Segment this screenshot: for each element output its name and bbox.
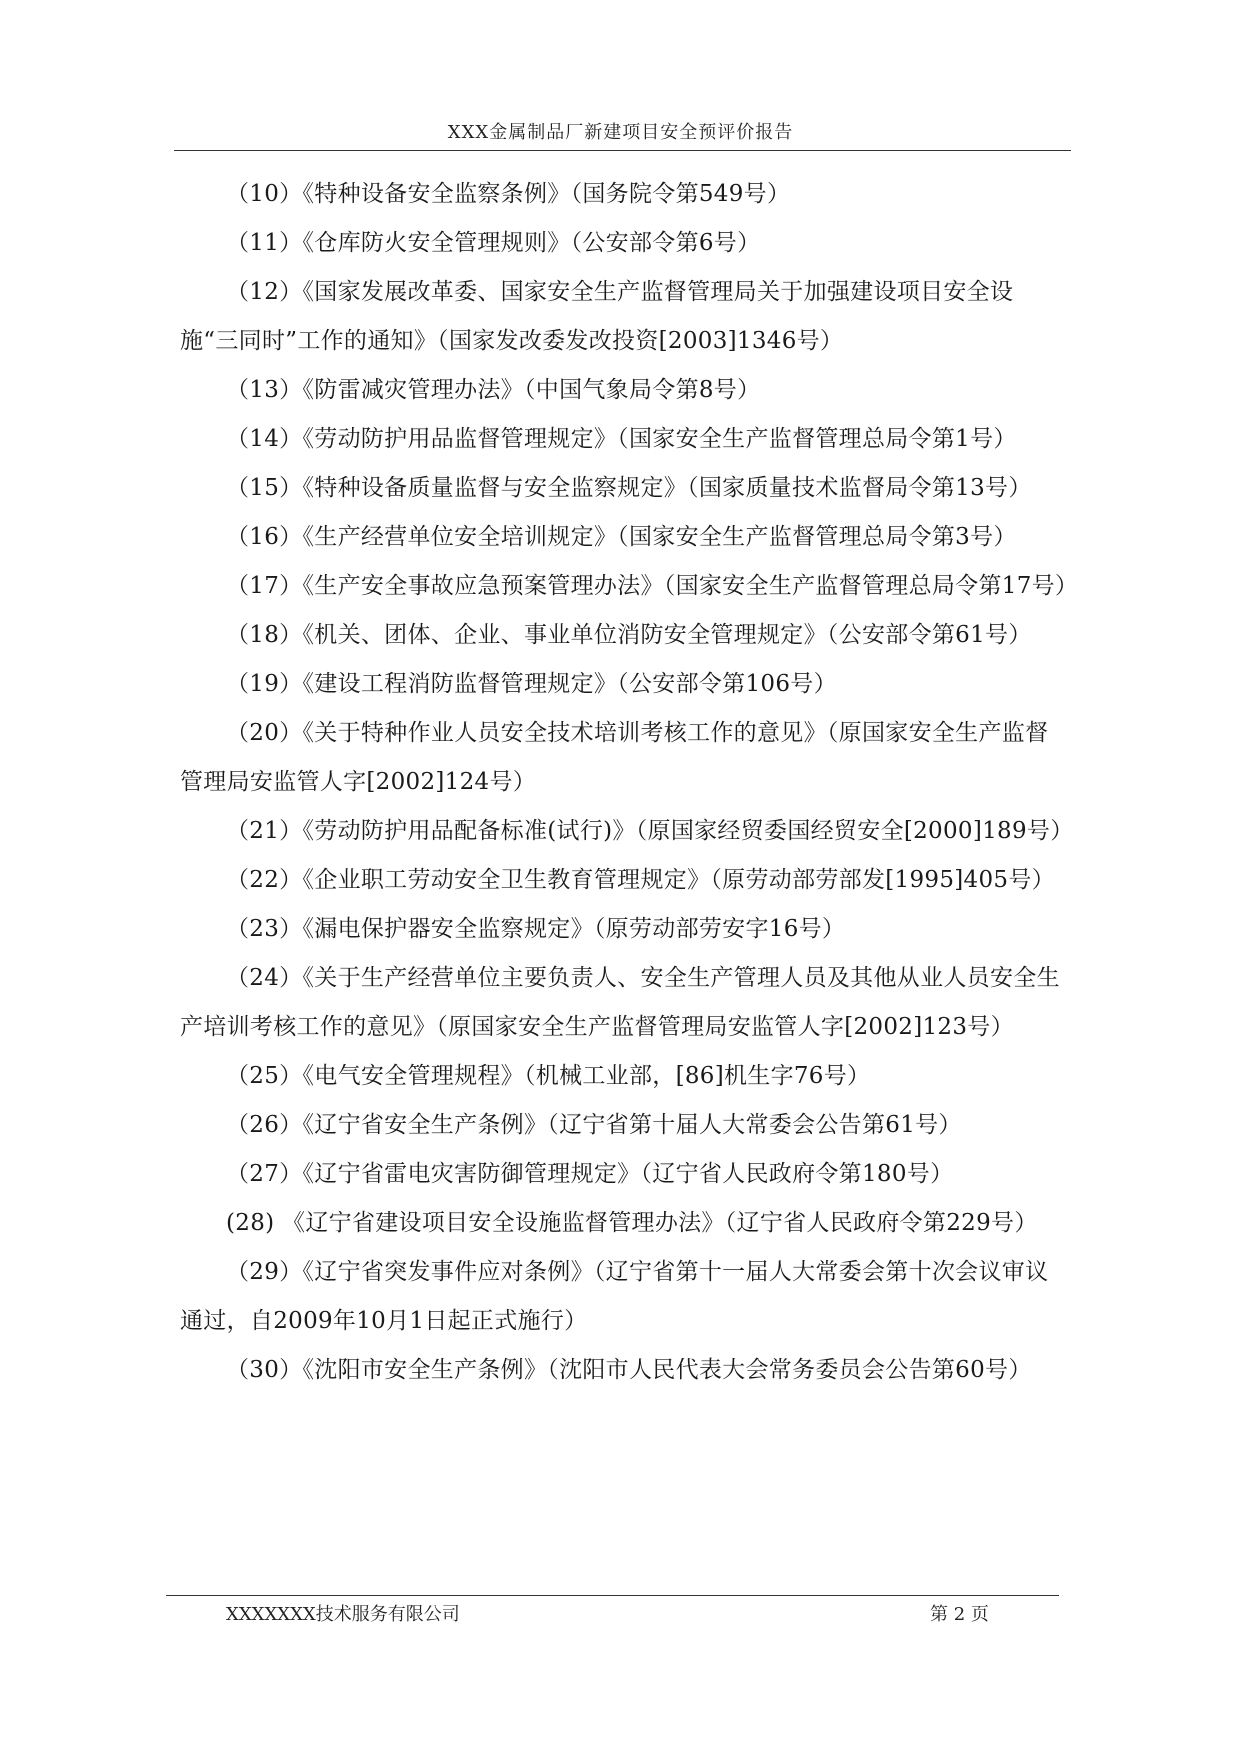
page-header-title: XXX金属制品厂新建项目安全预评价报告 (447, 122, 794, 143)
regulation-item-10: （10）《特种设备安全监察条例》（国务院令第549号） (226, 181, 791, 207)
header-divider (174, 150, 1071, 151)
regulation-item-18: （18）《机关、团体、企业、事业单位消防安全管理规定》（公安部令第61号） (226, 622, 1032, 648)
regulation-item-28: (28) 《辽宁省建设项目安全设施监督管理办法》（辽宁省人民政府令第229号） (226, 1210, 1038, 1236)
regulation-item-12: （12）《国家发展改革委、国家安全生产监督管理局关于加强建设项目安全设施“三同时”工作的通知》（国家发改委发改投资[2003]1346号） (180, 279, 1014, 354)
regulation-item-22: （22）《企业职工劳动安全卫生教育管理规定》（原劳动部劳部发[1995]405号） (226, 867, 1055, 893)
footer-page-number: 第 2 页 (930, 1604, 989, 1625)
footer-divider (166, 1595, 1059, 1596)
regulation-item-19: （19）《建设工程消防监督管理规定》（公安部令第106号） (226, 671, 837, 697)
regulation-item-27: （27）《辽宁省雷电灾害防御管理规定》（辽宁省人民政府令第180号） (226, 1161, 954, 1187)
regulation-list (180, 170, 1079, 1395)
regulation-item-29: （29）《辽宁省突发事件应对条例》（辽宁省第十一届人大常委会第十次会议审议通过，自2009年10月1日起正式施行） (180, 1259, 1049, 1334)
regulation-item-15: （15）《特种设备质量监督与安全监察规定》（国家质量技术监督局令第13号） (226, 475, 1032, 501)
regulation-item-11: （11）《仓库防火安全管理规则》（公安部令第6号） (226, 230, 761, 256)
footer-company-name: XXXXXXX技术服务有限公司 (226, 1604, 460, 1625)
regulation-item-21: （21）《劳动防护用品配备标准(试行)》（原国家经贸委国经贸安全[2000]189号） (226, 818, 1074, 844)
regulation-item-30: （30）《沈阳市安全生产条例》（沈阳市人民代表大会常务委员会公告第60号） (226, 1357, 1032, 1383)
regulation-item-14: （14）《劳动防护用品监督管理规定》（国家安全生产监督管理总局令第1号） (226, 426, 1017, 452)
regulation-item-23: （23）《漏电保护器安全监察规定》（原劳动部劳安字16号） (226, 916, 846, 942)
regulation-item-24: （24）《关于生产经营单位主要负责人、安全生产管理人员及其他从业人员安全生产培训考核工作的意见》（原国家安全生产监督管理局安监管人字[2002]123号） (180, 965, 1060, 1040)
regulation-item-17: （17）《生产安全事故应急预案管理办法》（国家安全生产监督管理总局令第17号） (226, 573, 1079, 599)
regulation-item-13: （13）《防雷减灾管理办法》（中国气象局令第8号） (226, 377, 761, 403)
regulation-item-16: （16）《生产经营单位安全培训规定》（国家安全生产监督管理总局令第3号） (226, 524, 1017, 550)
regulation-item-26: （26）《辽宁省安全生产条例》（辽宁省第十届人大常委会公告第61号） (226, 1112, 962, 1138)
regulation-item-25: （25）《电气安全管理规程》（机械工业部，[86]机生字76号） (226, 1063, 871, 1089)
regulation-item-20: （20）《关于特种作业人员安全技术培训考核工作的意见》（原国家安全生产监督管理局安监管人字[2002]124号） (180, 720, 1049, 795)
